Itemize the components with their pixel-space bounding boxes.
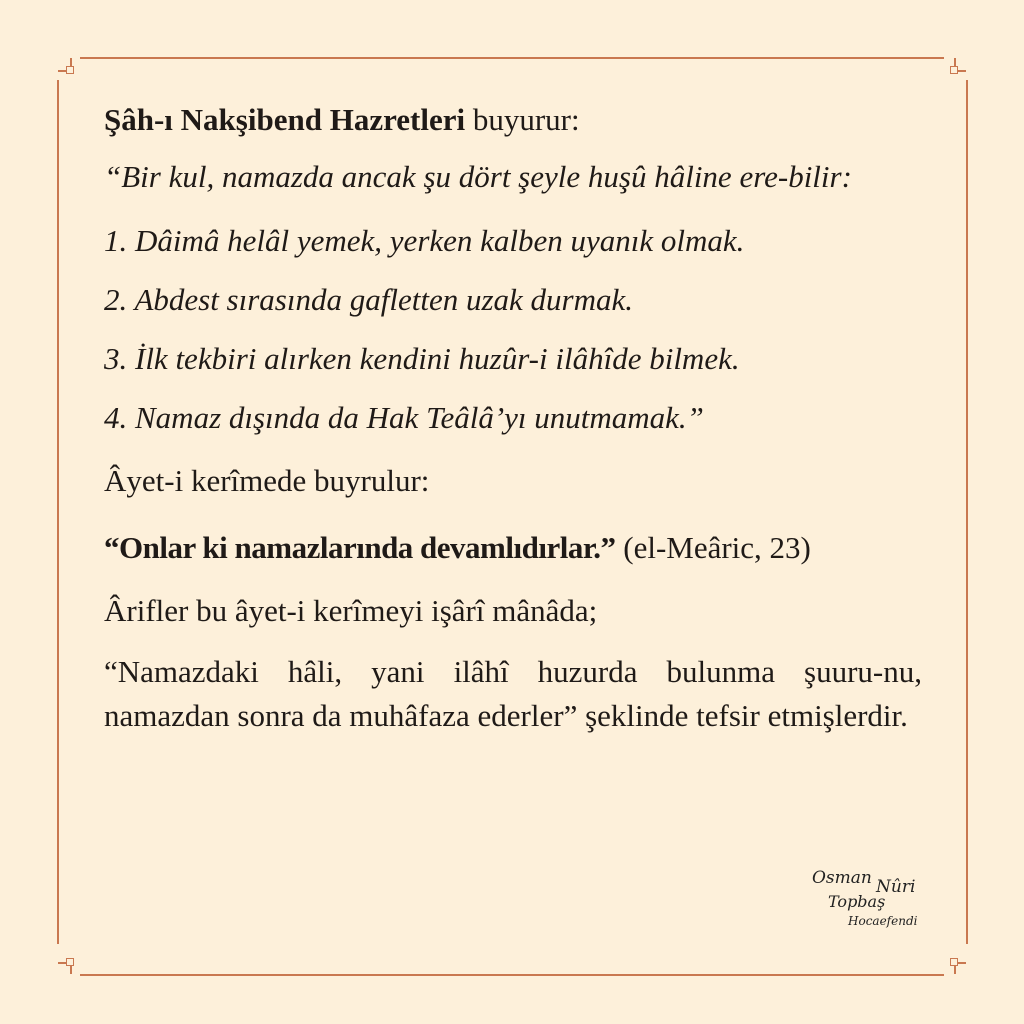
ayet-text: “Onlar ki namazlarında devamlıdırlar.” [104, 530, 616, 565]
list-item-4: 4. Namaz dışında da Hak Teâlâ’yı unutmamak.” [104, 400, 704, 435]
list-item-1: 1. Dâimâ helâl yemek, yerken kalben uyanık olmak. [104, 223, 745, 258]
ayet-intro: Âyet-i kerîmede buyrulur: [104, 463, 430, 498]
signature [808, 868, 938, 938]
ayet-line [104, 518, 922, 577]
signature-first: Osman [812, 868, 872, 888]
signature-title: Hocaefendi [848, 914, 918, 928]
frame-corner-link-tr-v [954, 58, 956, 66]
closing-paragraph: “Namazdaki hâli, yani ilâhî huzurda bulunma şuuru-nu, namazdan sonra da muhâfaza ederler” şeklinde tefsir etmişlerdir. [104, 654, 922, 733]
signature-middle: Nûri [876, 877, 916, 897]
list-item-3: 3. İlk tekbiri alırken kendini huzûr-i ilâhîde bilmek. [104, 341, 740, 376]
text-content [104, 98, 922, 738]
frame-left-line [57, 80, 59, 944]
frame-corner-link-bl-h [58, 962, 66, 964]
signature-last: Topbaş [828, 892, 886, 911]
frame-bottom-line [80, 974, 944, 976]
frame-corner-bottom-left [66, 958, 74, 966]
intro-line [104, 98, 922, 142]
frame-corner-link-tr-h [958, 70, 966, 72]
arifler-line: Ârifler bu âyet-i kerîmeyi işârî mânâda; [104, 593, 598, 628]
intro-name: Şâh-ı Nakşibend Hazretleri [104, 102, 466, 137]
list-item-2: 2. Abdest sırasında gafletten uzak durmak. [104, 282, 633, 317]
frame-top-line [80, 57, 944, 59]
frame-corner-link-br-v [954, 966, 956, 974]
frame-corner-link-tl-v [70, 58, 72, 66]
frame-corner-link-tl-h [58, 70, 66, 72]
frame-corner-link-br-h [958, 962, 966, 964]
frame-right-line [966, 80, 968, 944]
ayet-reference: (el-Meâric, 23) [615, 530, 811, 565]
frame-corner-link-bl-v [70, 966, 72, 974]
frame-corner-bottom-right [950, 958, 958, 966]
frame-corner-top-right [950, 66, 958, 74]
frame-corner-top-left [66, 66, 74, 74]
quote-intro: “Bir kul, namazda ancak şu dört şeyle huşû hâline ere-bilir: [104, 159, 852, 194]
intro-rest: buyurur: [465, 102, 580, 137]
